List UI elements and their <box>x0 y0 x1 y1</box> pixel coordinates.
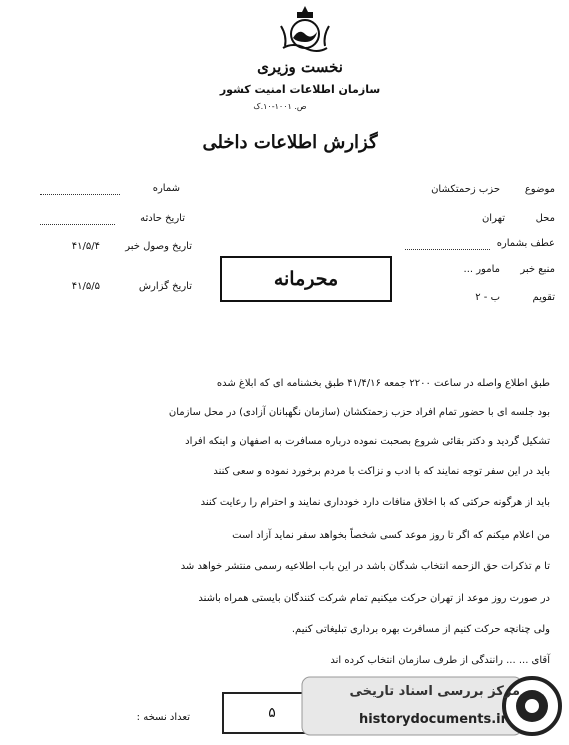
body-line: تا م تذکرات حق الزحمه انتخاب شدگان باشد در این باب اطلاعیه رسمی منتشر خواهد شد <box>180 561 550 572</box>
body-line: بود جلسه ای با حضور تمام افراد حزب زحمتکشان (سازمان نگهبانان آزادی) در محل سازمان <box>168 407 550 418</box>
source-value: مامور ... <box>463 264 500 275</box>
body-line: تشکیل گردید و دکتر بقائی شروع بصحبت نموده درباره مسافرت به اصفهان و اینکه افراد <box>185 436 550 447</box>
subject-label: موضوع <box>524 184 555 195</box>
receipt-date-value: ۴۱/۵/۴ <box>71 241 100 252</box>
ministry-title: نخست وزیری <box>257 58 343 76</box>
copies-label: تعداد نسخه : <box>136 712 190 723</box>
watermark-title: مرکز بررسی اسناد تاریخی <box>349 684 520 699</box>
event-date-label: تاریخ حادثه <box>140 213 185 224</box>
body-line: ولی چنانچه حرکت کنیم از مسافرت بهره برداری تبلیغاتی کنیم. <box>291 624 550 635</box>
source-label: منبع خبر <box>520 264 555 275</box>
form-code: ص. ۱۰۰۱-۱۰.ک <box>253 102 307 111</box>
report-date-value: ۴۱/۵/۵ <box>71 281 100 292</box>
body-line: طبق اطلاع واصله در ساعت ۲۲۰۰ جمعه ۴۱/۴/۱۶ طبق بخشنامه ای که ابلاغ شده <box>216 378 550 389</box>
watermark-url[interactable]: historydocuments.ir <box>358 712 508 727</box>
attachment-label: عطف بشماره <box>496 238 555 249</box>
confidential-stamp: محرمانه <box>220 256 392 302</box>
place-value: تهران <box>481 213 505 224</box>
report-date-label: تاریخ گزارش <box>138 281 192 292</box>
body-line: در صورت روز موعد از تهران حرکت میکنیم تمام شرکت کنندگان بایستی همراه باشند <box>198 593 550 604</box>
event-date-field <box>40 214 115 225</box>
lion-and-sun-emblem-icon <box>275 4 335 62</box>
receipt-date-label: تاریخ وصول خبر <box>125 241 192 252</box>
body-line: باید از هرگونه حرکتی که با اخلاق منافات دارد خودداری نمایند و احترام را رعایت کنند <box>200 497 550 508</box>
assessment-label: تقویم <box>532 292 555 303</box>
assessment-value: ب - ۲ <box>475 292 500 303</box>
copies-box: ۵ <box>222 692 322 734</box>
number-label: شماره <box>152 183 180 194</box>
attachment-field <box>405 239 490 250</box>
body-line: من اعلام میکنم که اگر تا روز موعد کسی شخصاً بخواهد سفر نماید آزاد است <box>232 530 550 541</box>
place-label: محل <box>535 213 555 224</box>
number-field <box>40 184 120 195</box>
body-line: آقای ... ... رانندگی از طرف سازمان انتخاب کرده اند <box>330 655 550 666</box>
organization-name: سازمان اطلاعات امنیت کشور <box>219 83 381 96</box>
report-title: گزارش اطلاعات داخلی <box>202 132 378 153</box>
body-line: باید در این سفر توجه نمایند که با ادب و نزاکت با مردم برخورد نموده و سعی کنند <box>213 466 550 477</box>
subject-value: حزب زحمتکشان <box>431 184 500 195</box>
